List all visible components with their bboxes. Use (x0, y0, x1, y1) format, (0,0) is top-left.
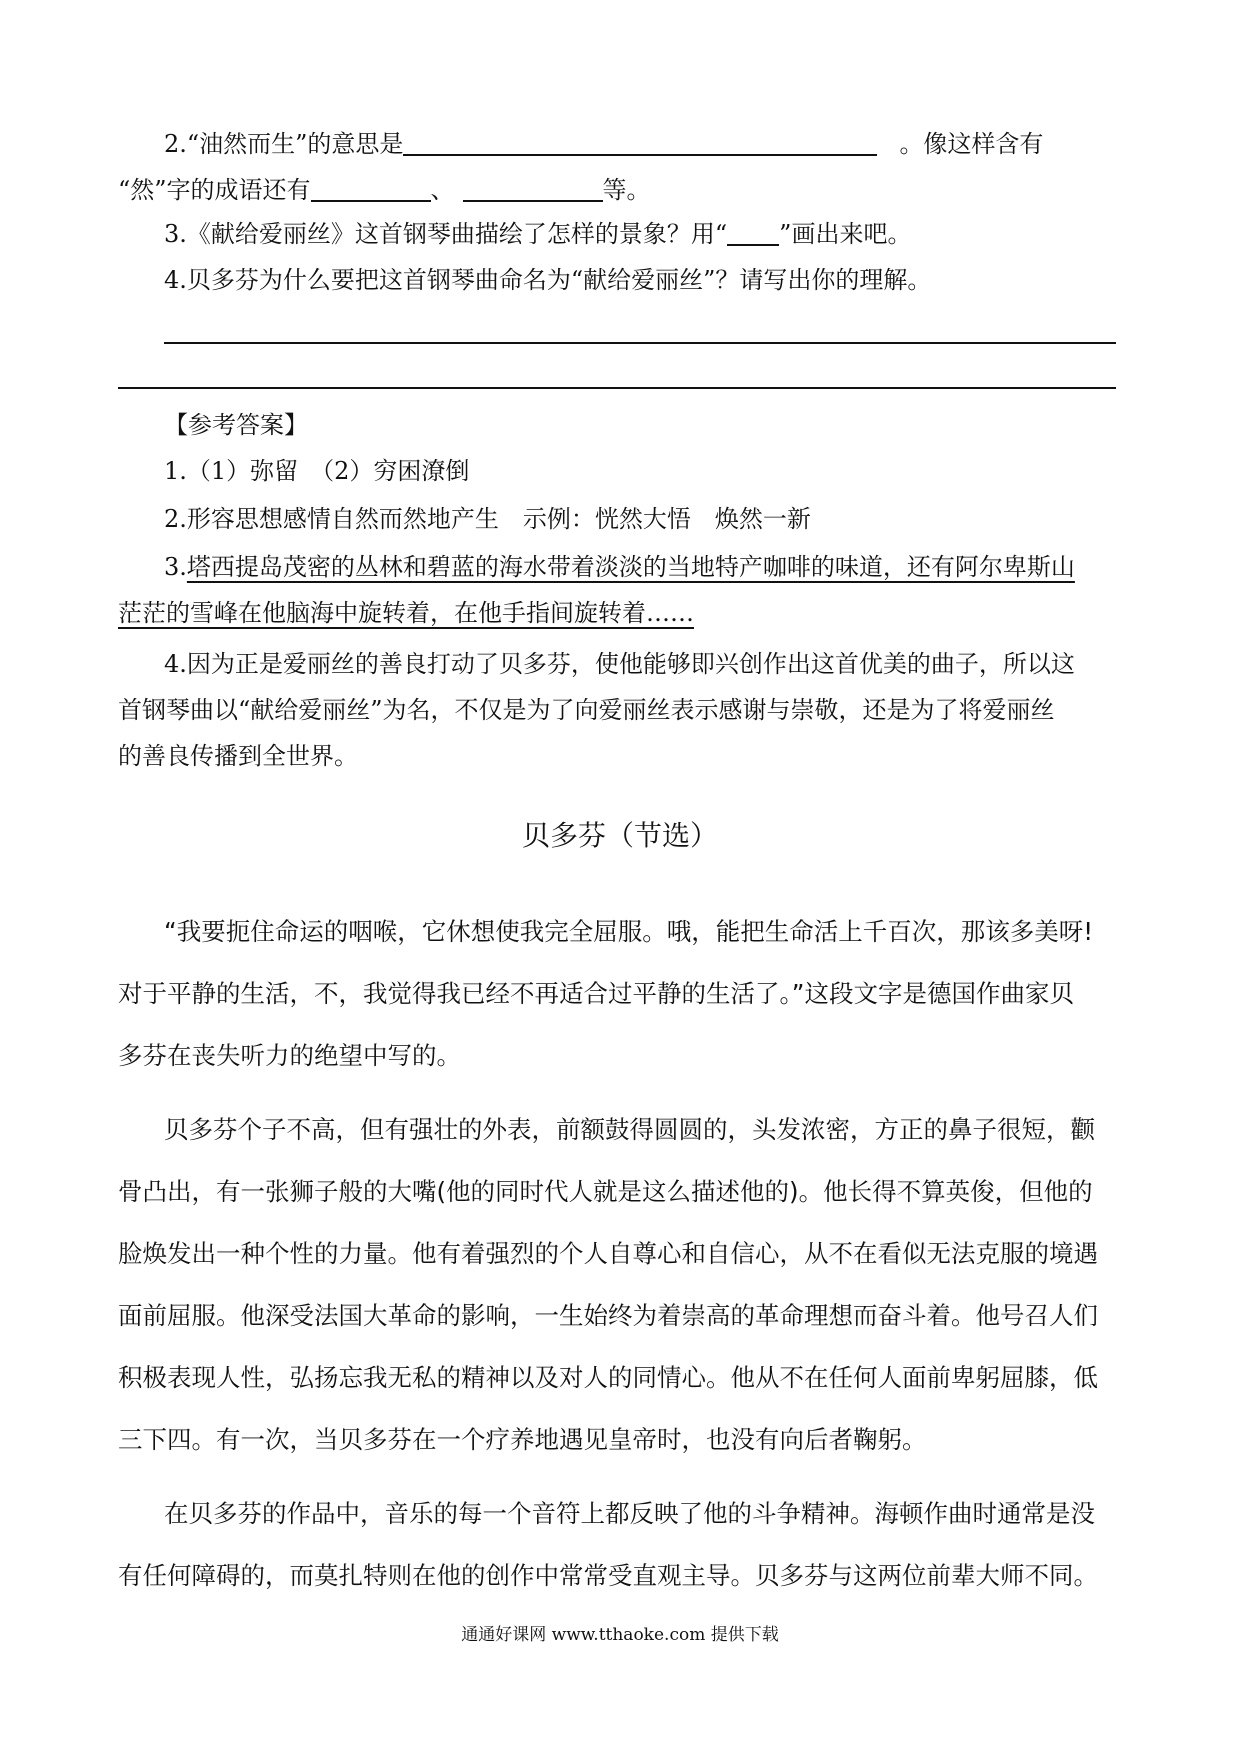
article-line: 对于平静的生活，不，我觉得我已经不再适合过平静的生活了。”这段文字是德国作曲家贝 (118, 979, 1074, 1008)
article-line: 脸焕发出一种个性的力量。他有着强烈的个人自尊心和自信心，从不在看似无法克服的境遇 (118, 1239, 1098, 1268)
answer-2: 2.形容思想感情自然而然地产生 示例：恍然大悟 焕然一新 (164, 505, 811, 533)
answer-3-line-2 (118, 597, 694, 629)
question-2-text-tail: 。像这样含有 (899, 130, 1044, 158)
answer-blank[interactable] (403, 130, 877, 156)
answers-heading: 【参考答案】 (164, 411, 308, 439)
article-line: 积极表现人性，弘扬忘我无私的精神以及对人的同情心。他从不在任何人面前卑躬屈膝，低 (118, 1363, 1098, 1392)
answer-3-number: 3. (164, 553, 187, 581)
article-line: 骨凸出，有一张狮子般的大嘴(他的同时代人就是这么描述他的)。他长得不算英俊，但他的 (118, 1177, 1093, 1206)
question-2-line-1 (164, 128, 1043, 160)
underline-sample (727, 220, 779, 246)
answer-3-line-1 (164, 551, 1075, 583)
article-line: “我要扼住命运的咽喉，它休想使我完全屈服。哦，能把生命活上千百次，那该多美呀! (164, 917, 1094, 946)
section-divider (118, 387, 1116, 389)
answer-writing-line[interactable] (164, 342, 1116, 344)
answer-4-line-2: 首钢琴曲以“献给爱丽丝”为名，不仅是为了向爱丽丝表示感谢与崇敬，还是为了将爱丽丝 (118, 696, 1055, 724)
article-line: 面前屈服。他深受法国大革命的影响，一生始终为着崇高的革命理想而奋斗着。他号召人们 (118, 1301, 1098, 1330)
question-4: 4.贝多芬为什么要把这首钢琴曲命名为“献给爱丽丝”？请写出你的理解。 (164, 266, 932, 294)
answer-1: 1.（1）弥留 （2）穷困潦倒 (164, 457, 470, 485)
answer-4-line-1: 4.因为正是爱丽丝的善良打动了贝多芬，使他能够即兴创作出这首优美的曲子，所以这 (164, 650, 1075, 678)
question-2-line-2 (118, 174, 651, 206)
answer-3-text: 茫茫的雪峰在他脑海中旋转着，在他手指间旋转着…… (118, 599, 694, 627)
article-line: 贝多芬个子不高，但有强壮的外表，前额鼓得圆圆的，头发浓密，方正的鼻子很短，颧 (164, 1115, 1095, 1144)
answer-3-text: 塔西提岛茂密的丛林和碧蓝的海水带着淡淡的当地特产咖啡的味道，还有阿尔卑斯山 (186, 553, 1075, 581)
article-line: 在贝多芬的作品中，音乐的每一个音符上都反映了他的斗争精神。海顿作曲时通常是没 (164, 1499, 1095, 1528)
article-line: 有任何障碍的，而莫扎特则在他的创作中常常受直观主导。贝多芬与这两位前辈大师不同。 (118, 1561, 1098, 1590)
article-title: 贝多芬（节选） (521, 819, 718, 852)
article-line: 多芬在丧失听力的绝望中写的。 (118, 1041, 461, 1070)
answer-blank[interactable] (311, 176, 431, 202)
question-3 (164, 218, 911, 250)
question-3-text-tail: ”画出来吧。 (779, 220, 912, 248)
answer-blank[interactable] (463, 176, 603, 202)
page-footer: 通通好课网 www.tthaoke.com 提供下载 (461, 1625, 779, 1645)
article-line: 三下四。有一次，当贝多芬在一个疗养地遇见皇帝时，也没有向后者鞠躬。 (118, 1425, 927, 1454)
question-2-text-tail: 等。 (602, 176, 651, 204)
separator: 、 (430, 176, 455, 204)
question-3-text: 3.《献给爱丽丝》这首钢琴曲描绘了怎样的景象？用“ (164, 220, 728, 248)
question-2-text: “然”字的成语还有 (118, 176, 311, 204)
answer-4-line-3: 的善良传播到全世界。 (118, 742, 358, 770)
question-2-text: 2.“油然而生”的意思是 (164, 130, 404, 158)
